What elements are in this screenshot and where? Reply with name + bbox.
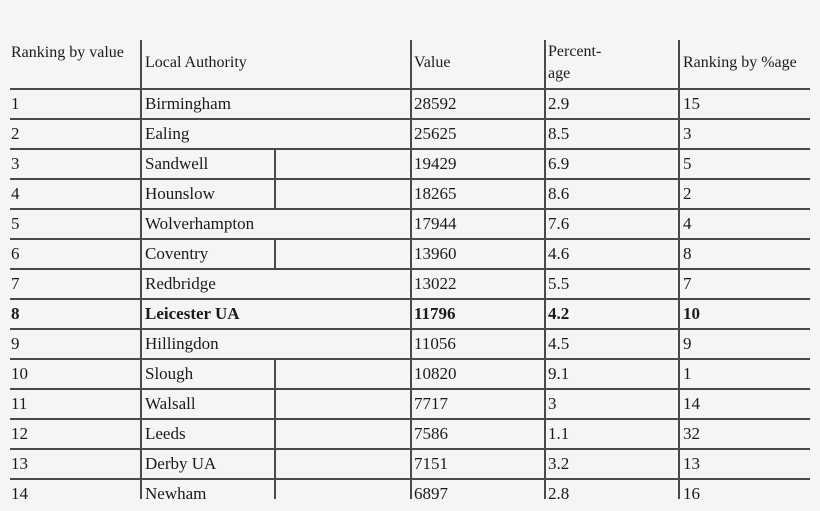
header-ranking-by-percentage: Ranking by %age [683,54,797,71]
cell-ranking-by-percentage: 16 [683,484,700,503]
cell-authority: Newham [145,484,207,503]
cell-rank: 10 [11,364,28,383]
cell-authority: Walsall [145,394,196,413]
cell-percentage: 8.5 [548,124,570,143]
cell-authority: Hounslow [145,184,215,203]
header-percentage-line2: age [548,65,571,82]
cell-authority: Derby UA [145,454,217,473]
cell-percentage: 4.5 [548,334,570,353]
cell-percentage: 3 [548,394,557,413]
cell-ranking-by-percentage: 14 [683,394,700,413]
header-percentage-line1: Percent- [548,43,602,60]
cell-rank: 5 [11,214,20,233]
cell-percentage: 5.5 [548,274,570,293]
header-local-authority: Local Authority [145,54,247,71]
cell-value: 7586 [414,424,448,443]
split-cell-divider [274,358,276,388]
row-divider [10,328,810,330]
cell-ranking-by-percentage: 2 [683,184,692,203]
cell-percentage: 4.2 [548,304,570,323]
cell-ranking-by-percentage: 13 [683,454,700,473]
cell-rank: 4 [11,184,20,203]
cell-percentage: 6.9 [548,154,570,173]
row-divider [10,388,810,390]
cell-rank: 11 [11,394,28,413]
cell-value: 11796 [414,304,456,323]
split-cell-divider [274,388,276,418]
cell-ranking-by-percentage: 4 [683,214,692,233]
cell-percentage: 2.9 [548,94,570,113]
cell-percentage: 9.1 [548,364,570,383]
row-divider [10,178,810,180]
row-divider [10,118,810,120]
cell-authority: Redbridge [145,274,216,293]
split-cell-divider [274,448,276,478]
cell-rank: 12 [11,424,28,443]
cell-value: 11056 [414,334,456,353]
cell-rank: 3 [11,154,20,173]
cell-ranking-by-percentage: 8 [683,244,692,263]
cell-authority: Slough [145,364,194,383]
split-cell-divider [274,478,276,499]
cell-ranking-by-percentage: 15 [683,94,700,113]
cell-percentage: 3.2 [548,454,570,473]
cell-value: 13960 [414,244,457,263]
cell-ranking-by-percentage: 1 [683,364,692,383]
row-divider [10,88,810,90]
row-divider [10,148,810,150]
cell-ranking-by-percentage: 10 [683,304,700,323]
cell-rank: 1 [11,94,20,113]
cell-percentage: 4.6 [548,244,570,263]
row-divider [10,268,810,270]
cell-ranking-by-percentage: 5 [683,154,692,173]
header-ranking-by-value: Ranking by value [11,44,124,61]
split-cell-divider [274,418,276,448]
cell-authority: Birmingham [145,94,231,113]
row-divider [10,298,810,300]
cell-authority: Hillingdon [145,334,219,353]
cell-value: 13022 [414,274,457,293]
row-divider [10,448,810,450]
cell-rank: 13 [11,454,28,473]
cell-rank: 14 [11,484,28,503]
cell-value: 18265 [414,184,457,203]
row-divider [10,238,810,240]
cell-percentage: 2.8 [548,484,570,503]
cell-ranking-by-percentage: 3 [683,124,692,143]
cell-value: 7717 [414,394,448,413]
cell-rank: 7 [11,274,20,293]
cell-ranking-by-percentage: 32 [683,424,700,443]
cell-percentage: 1.1 [548,424,570,443]
cell-authority: Sandwell [145,154,209,173]
cell-value: 28592 [414,94,457,113]
cell-value: 17944 [414,214,457,233]
cell-value: 7151 [414,454,448,473]
split-cell-divider [274,238,276,268]
row-divider [10,478,810,480]
row-divider [10,418,810,420]
cell-value: 25625 [414,124,457,143]
cell-authority: Coventry [145,244,209,263]
ranking-table [10,40,810,503]
split-cell-divider [274,178,276,208]
split-cell-divider [274,148,276,178]
cell-ranking-by-percentage: 9 [683,334,692,353]
cell-ranking-by-percentage: 7 [683,274,692,293]
cell-authority: Wolverhampton [145,214,255,233]
cell-rank: 8 [11,304,20,323]
row-divider [10,358,810,360]
cell-authority: Leicester UA [145,304,240,323]
cell-value: 19429 [414,154,457,173]
cell-value: 6897 [414,484,448,503]
cell-authority: Leeds [145,424,186,443]
cell-value: 10820 [414,364,457,383]
header-value: Value [414,54,451,71]
cell-authority: Ealing [145,124,190,143]
cell-rank: 2 [11,124,20,143]
row-divider [10,208,810,210]
cell-rank: 9 [11,334,20,353]
cell-percentage: 8.6 [548,184,570,203]
cell-percentage: 7.6 [548,214,570,233]
cell-rank: 6 [11,244,20,263]
